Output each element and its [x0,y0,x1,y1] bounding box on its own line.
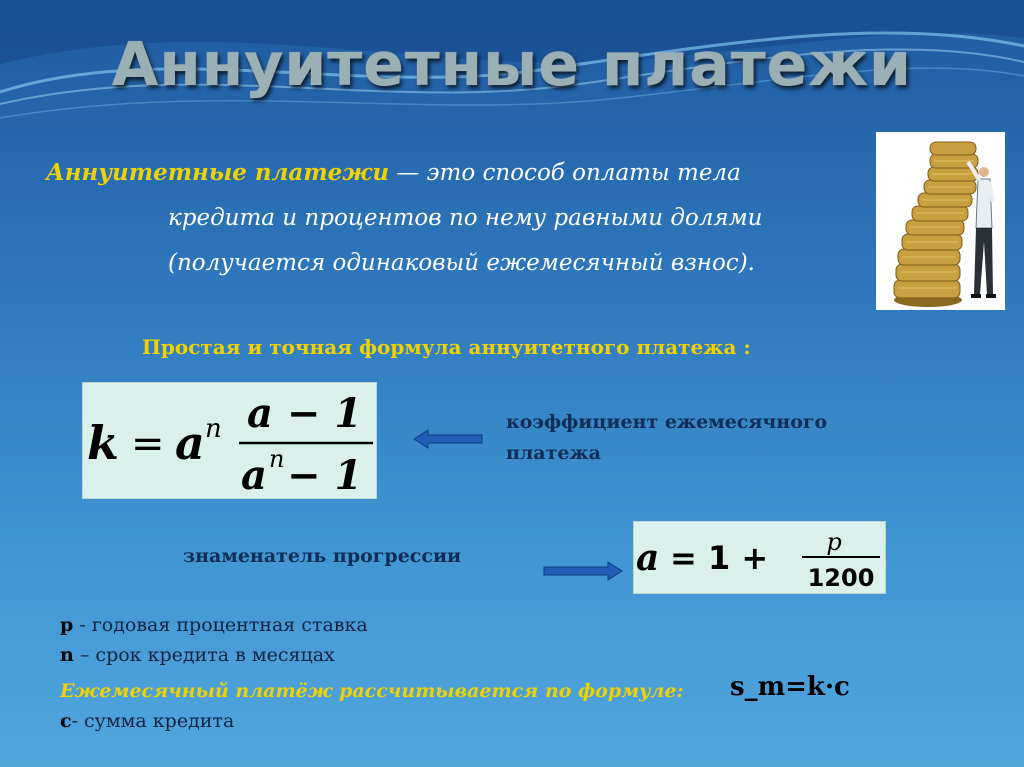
coefficient-label-line-2: платежа [506,442,601,464]
formula-k-base: a [175,416,205,470]
definition-c-text: - сумма кредита [71,710,235,732]
formula-k-exponent: n [205,414,222,444]
definition-p-text: годовая процентная ставка [91,614,368,636]
monthly-payment-row [60,676,684,706]
coin-stack [894,142,978,307]
formula-a-lhs: a [636,537,660,579]
formula-k-den-rest: − 1 [287,452,363,498]
slide-title: Аннуитетные платежи [111,30,913,100]
intro-line-1-rest: — это способ оплаты тела [389,160,741,186]
formula-k-den-exponent: n [269,445,285,473]
definition-n-separator: – [73,644,96,666]
definition-p-separator: - [73,614,92,636]
coin-stack-man-illustration [876,132,1005,310]
definition-c [60,706,684,736]
formula-k-den-base: a [241,452,267,498]
definitions-block [60,610,684,736]
definition-n-text: срок кредита в месяцах [95,644,335,666]
monthly-payment-formula: s_m=k·c [730,672,850,702]
coefficient-label-line-1: коэффициент ежемесячного [506,411,828,433]
intro-term: Аннуитетные платежи [46,159,390,186]
monthly-payment-text: Ежемесячный платёж рассчитывается по формуле: [60,680,684,702]
formula-a-denominator: 1200 [807,564,875,592]
arrow-right-icon [542,560,624,582]
definition-p-symbol: p [60,614,74,636]
definition-p [60,610,684,640]
formula-a-box [633,521,886,594]
intro-paragraph [46,150,866,286]
intro-line-1 [46,150,866,196]
intro-line-2: кредита и процентов по нему равными долями [168,205,763,231]
arrow-left-icon [412,428,484,450]
denominator-label: знаменатель прогрессии [183,545,462,567]
definition-n-symbol: n [60,644,74,666]
formula-subtitle: Простая и точная формула аннуитетного платежа : [142,335,751,359]
intro-line-3: (получается одинаковый ежемесячный взнос). [168,250,755,276]
definition-n [60,640,684,670]
formula-k-lhs: k [87,416,119,470]
coefficient-label [506,407,886,469]
formula-k-numerator: a − 1 [247,390,363,437]
definition-c-symbol: c [60,710,72,732]
formula-a-equals: = 1 + [670,539,769,577]
formula-k-equals: = [131,421,165,467]
formula-k-box [82,382,377,499]
formula-a-numerator: p [826,528,842,556]
